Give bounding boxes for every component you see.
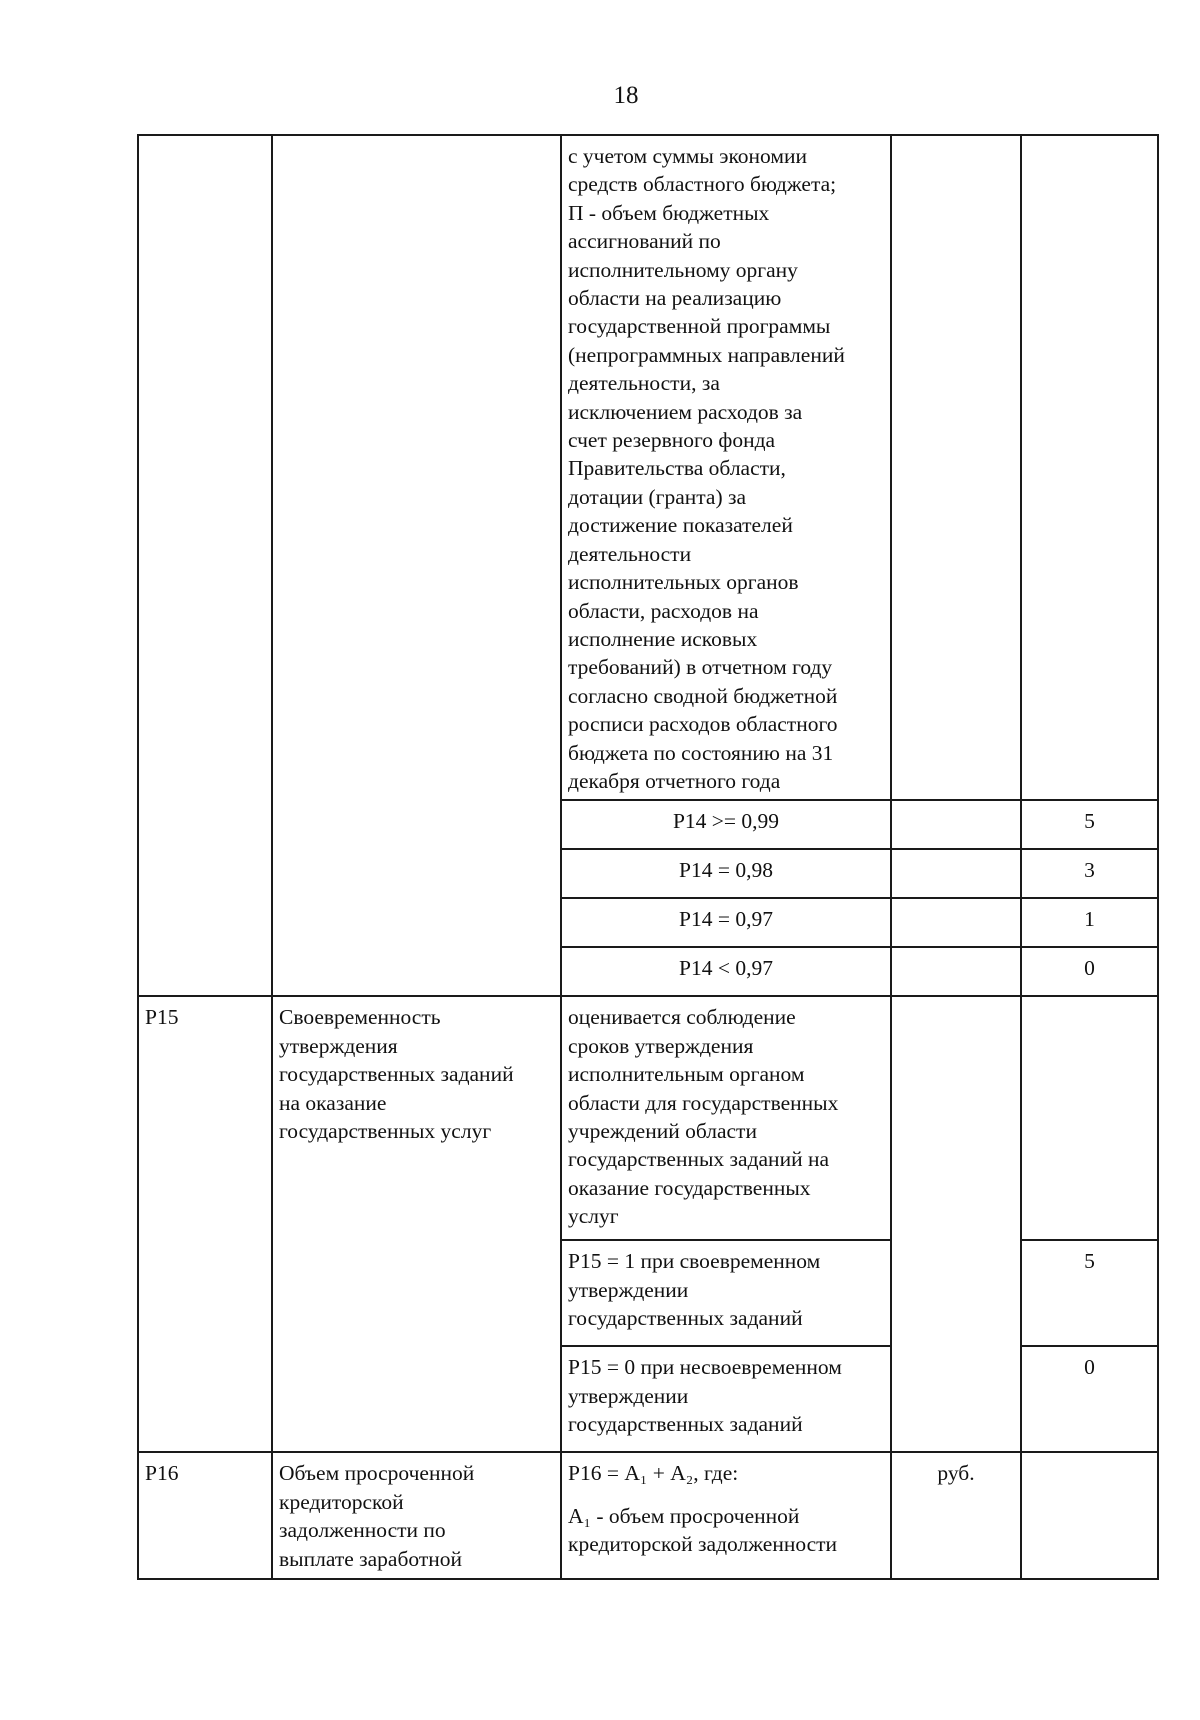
description-cell	[561, 1452, 891, 1579]
text-line: утверждении	[568, 1277, 689, 1302]
text-line: достижение показателей	[568, 513, 793, 538]
unit-cell	[891, 898, 1021, 947]
condition-cell	[561, 1240, 891, 1346]
text-line: государственных заданий	[279, 1062, 514, 1087]
name-cell	[272, 1452, 561, 1579]
text-line: оказание государственных	[568, 1175, 811, 1200]
text-line: Р15 = 0 при несвоевременном	[568, 1355, 842, 1380]
unit-cell	[891, 800, 1021, 849]
text-line: утверждении	[568, 1383, 689, 1408]
code-cell: Р15	[138, 996, 272, 1452]
text-line: учреждений области	[568, 1118, 757, 1143]
table-row	[138, 1452, 1158, 1579]
text-line: исполнение исковых	[568, 626, 758, 651]
unit-cell	[891, 849, 1021, 898]
text-line: государственных услуг	[279, 1118, 492, 1143]
condition-cell: Р14 = 0,97	[561, 898, 891, 947]
text-line: выплате заработной	[279, 1546, 463, 1571]
text-line: счет резервного фонда	[568, 428, 776, 453]
text-line: П - объем бюджетных	[568, 200, 770, 225]
text-line: области, расходов на	[568, 598, 759, 623]
name-cell	[272, 996, 561, 1452]
text-line: задолженности по	[279, 1518, 446, 1543]
text-line: согласно сводной бюджетной	[568, 683, 838, 708]
text-line: дотации (гранта) за	[568, 484, 747, 509]
text-line: Р15 = 1 при своевременном	[568, 1249, 821, 1274]
text-line: исполнительных органов	[568, 570, 799, 595]
score-cell: 5	[1021, 800, 1158, 849]
score-cell: 5	[1021, 1240, 1158, 1346]
score-cell: 3	[1021, 849, 1158, 898]
text-line: Объем просроченной	[279, 1461, 475, 1486]
score-cell: 0	[1021, 1346, 1158, 1452]
text-line: кредиторской	[279, 1489, 404, 1514]
text-line: росписи расходов областного	[568, 712, 838, 737]
condition-cell	[561, 1346, 891, 1452]
text-line: Правительства области,	[568, 456, 786, 481]
code-cell	[138, 135, 272, 996]
text-line: исполнительным органом	[568, 1062, 805, 1087]
score-cell	[1021, 996, 1158, 1240]
text-line: деятельности	[568, 541, 692, 566]
text-line: с учетом суммы экономии	[568, 144, 808, 168]
text-line: средств областного бюджета;	[568, 172, 837, 197]
text-line: исключением расходов за	[568, 399, 803, 424]
spacer	[568, 1488, 884, 1502]
unit-cell	[891, 947, 1021, 996]
condition-cell: Р14 < 0,97	[561, 947, 891, 996]
text-line: утверждения	[279, 1033, 398, 1058]
unit-cell	[891, 135, 1021, 800]
text-line: кредиторской задолженности	[568, 1532, 838, 1557]
text-line: (непрограммных направлений	[568, 342, 845, 367]
formula: Р16 = А₁ + А₂, где:	[568, 1461, 739, 1486]
table-row	[138, 996, 1158, 1240]
code-cell: Р16	[138, 1452, 272, 1579]
condition-cell: Р14 >= 0,99	[561, 800, 891, 849]
score-cell: 0	[1021, 947, 1158, 996]
text-line: государственных заданий	[568, 1412, 803, 1437]
score-cell	[1021, 135, 1158, 800]
text-line: ассигнований по	[568, 229, 721, 254]
page-number: 18	[613, 82, 639, 109]
text-line: области на реализацию	[568, 286, 782, 311]
score-cell: 1	[1021, 898, 1158, 947]
text-line: А₁ - объем просроченной	[568, 1503, 800, 1528]
description-cell	[561, 135, 891, 800]
criteria-table	[137, 134, 1159, 1580]
text-line: требований) в отчетном году	[568, 655, 833, 680]
text-line: услуг	[568, 1204, 619, 1229]
text-line: исполнительному органу	[568, 257, 798, 282]
name-cell	[272, 135, 561, 996]
text-line: государственных заданий	[568, 1306, 803, 1331]
description-cell	[561, 996, 891, 1240]
text-line: государственных заданий на	[568, 1147, 830, 1172]
text-line: деятельности, за	[568, 371, 720, 396]
text-line: оценивается соблюдение	[568, 1005, 796, 1030]
text-line: Своевременность	[279, 1005, 441, 1030]
condition-cell: Р14 = 0,98	[561, 849, 891, 898]
table-row	[138, 135, 1158, 800]
text-line: на оказание	[279, 1090, 387, 1115]
text-line: бюджета по состоянию на 31	[568, 740, 834, 765]
score-cell	[1021, 1452, 1158, 1579]
text-line: государственной программы	[568, 314, 831, 339]
text-line: области для государственных	[568, 1090, 839, 1115]
text-line: сроков утверждения	[568, 1033, 754, 1058]
text-line: декабря отчетного года	[568, 768, 781, 793]
unit-cell	[891, 996, 1021, 1452]
unit-cell: руб.	[891, 1452, 1021, 1579]
